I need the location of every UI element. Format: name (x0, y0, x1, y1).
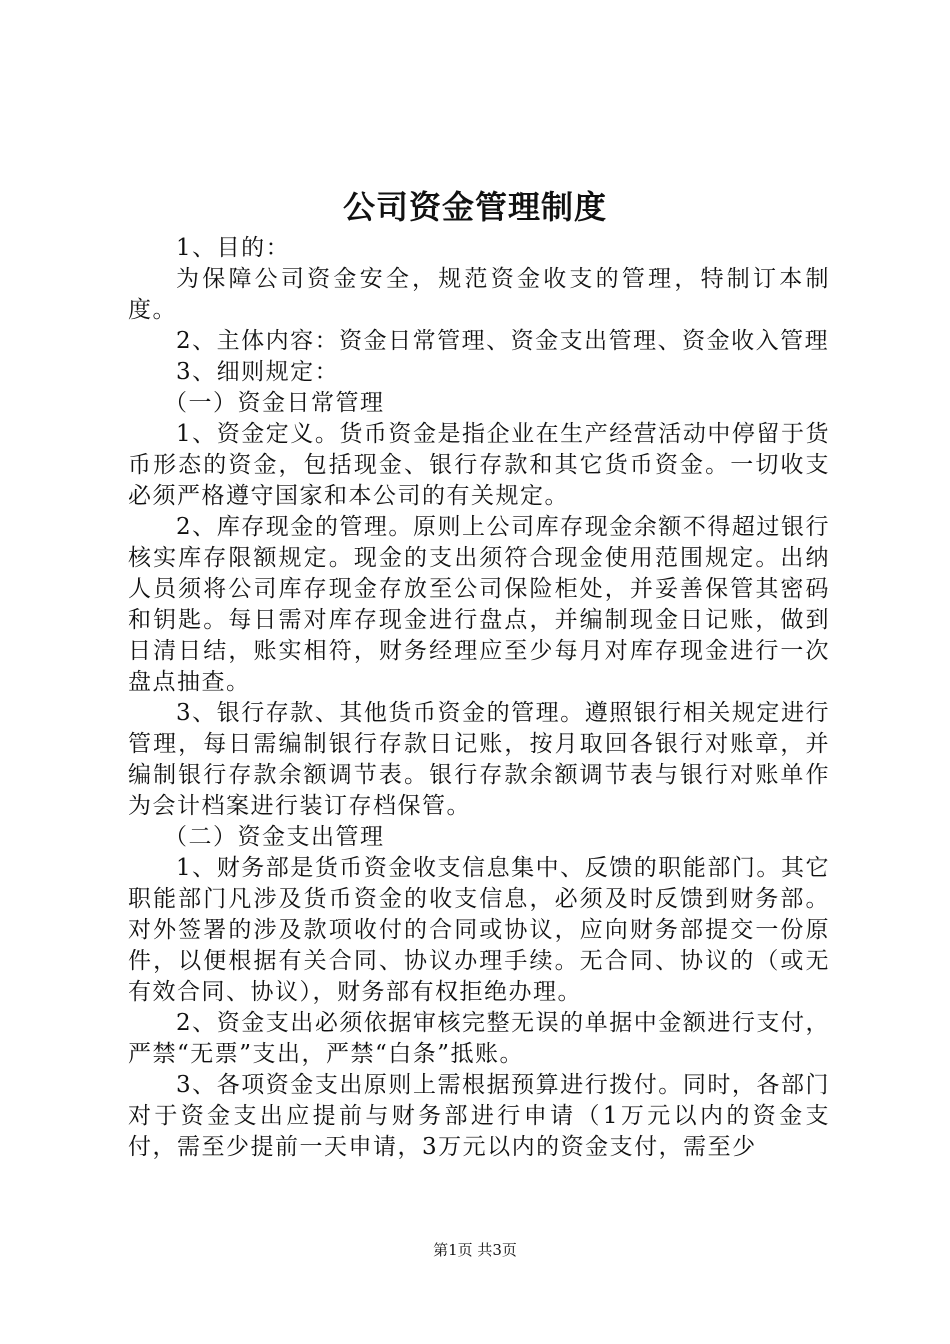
rule-paragraph: 1、财务部是货币资金收支信息集中、反馈的职能部门。其它职能部门凡涉及货币资金的收支信息，必须及时反馈到财务部。对外签署的涉及款项收付的合同或协议，应向财务部提交一份原件，以便根据有关合同、协议办理手续。无合同、协议的（或无有效合同、协议），财务部有权拒绝办理。 (128, 855, 830, 1005)
rule-paragraph: 3、各项资金支出原则上需根据预算进行拨付。同时，各部门对于资金支出应提前与财务部进行申请（1万元以内的资金支付，需至少提前一天申请，3万元以内的资金支付，需至少 (128, 1072, 830, 1160)
rule-paragraph: 1、资金定义。货币资金是指企业在生产经营活动中停留于货币形态的资金，包括现金、银行存款和其它货币资金。一切收支必须严格遵守国家和本公司的有关规定。 (128, 421, 830, 509)
section-heading-purpose: 1、目的： (176, 235, 291, 261)
section-heading-rules: 3、细则规定： (176, 359, 340, 385)
section-heading-main-content: 2、主体内容：资金日常管理、资金支出管理、资金收入管理 (176, 328, 830, 354)
subsection-heading-daily-management: （一）资金日常管理 (164, 390, 385, 416)
document-title: 公司资金管理制度 (342, 188, 607, 226)
subsection-heading-expenditure-management: （二）资金支出管理 (164, 824, 385, 850)
rule-paragraph: 3、银行存款、其他货币资金的管理。遵照银行相关规定进行管理，每日需编制银行存款日记账，按月取回各银行对账章，并编制银行存款余额调节表。银行存款余额调节表与银行对账单作为会计档案进行装订存档保管。 (128, 700, 830, 819)
page-footer: 第1页 共3页 (433, 1241, 517, 1259)
rule-paragraph: 2、库存现金的管理。原则上公司库存现金余额不得超过银行核实库存限额规定。现金的支出须符合现金使用范围规定。出纳人员须将公司库存现金存放至公司保险柜处，并妥善保管其密码和钥匙。每日需对库存现金进行盘点，并编制现金日记账，做到日清日结，账实相符，财务经理应至少每月对库存现金进行一次盘点抽查。 (128, 514, 830, 695)
rule-paragraph: 2、资金支出必须依据审核完整无误的单据中金额进行支付，严禁“无票”支出，严禁“白条”抵账。 (128, 1010, 830, 1067)
purpose-paragraph: 为保障公司资金安全，规范资金收支的管理，特制订本制度。 (128, 266, 830, 323)
document-body (128, 233, 830, 1163)
